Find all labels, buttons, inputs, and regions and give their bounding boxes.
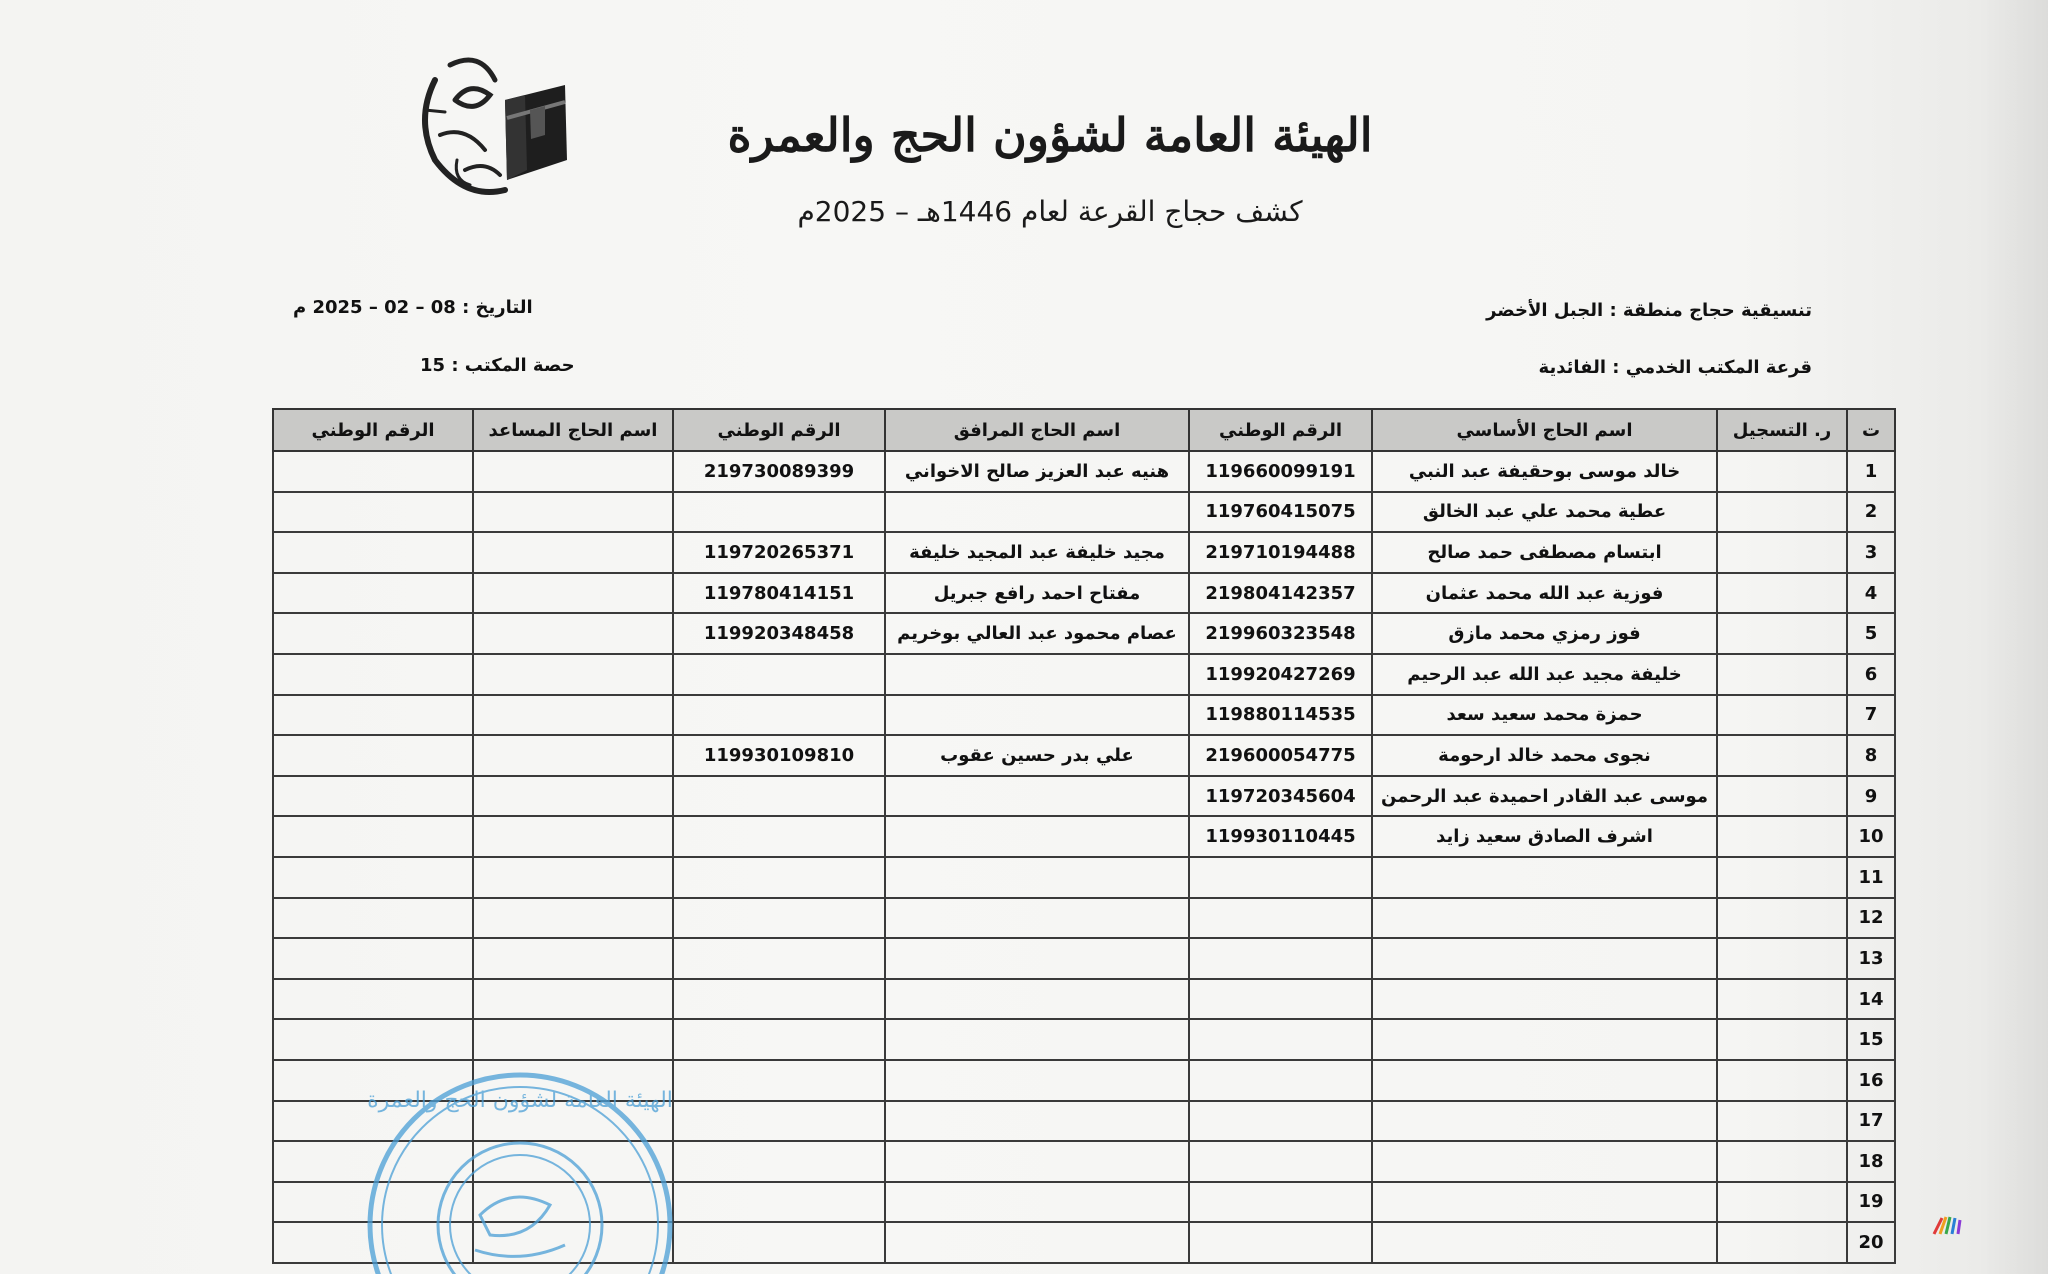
companion-name: مفتاح احمد رافع جبريل [885, 573, 1189, 614]
assistant-name [473, 532, 673, 573]
table-row [273, 613, 1895, 654]
table-row [273, 979, 1895, 1020]
registration-number [1717, 1141, 1847, 1182]
col-registration-header: ر. التسجيل [1717, 409, 1847, 451]
registration-number [1717, 1019, 1847, 1060]
table-row [273, 857, 1895, 898]
primary-national-id [1189, 1060, 1372, 1101]
companion-national-id [673, 1222, 885, 1263]
companion-name [885, 979, 1189, 1020]
primary-pilgrim-name: موسى عبد القادر احميدة عبد الرحمن [1372, 776, 1717, 817]
primary-national-id: 119660099191 [1189, 451, 1372, 492]
primary-national-id: 219710194488 [1189, 532, 1372, 573]
assistant-national-id [273, 573, 473, 614]
primary-pilgrim-name [1372, 1101, 1717, 1142]
companion-name [885, 492, 1189, 533]
assistant-national-id [273, 492, 473, 533]
registration-number [1717, 1182, 1847, 1223]
companion-national-id [673, 1182, 885, 1223]
table-row [273, 451, 1895, 492]
companion-name: علي بدر حسين عقوب [885, 735, 1189, 776]
primary-national-id: 119880114535 [1189, 695, 1372, 736]
assistant-name [473, 613, 673, 654]
assistant-national-id [273, 1019, 473, 1060]
companion-national-id [673, 938, 885, 979]
primary-national-id [1189, 1182, 1372, 1223]
primary-pilgrim-name [1372, 1060, 1717, 1101]
primary-pilgrim-name: فوزية عبد الله محمد عثمان [1372, 573, 1717, 614]
row-index: 18 [1847, 1141, 1895, 1182]
registration-number [1717, 695, 1847, 736]
companion-name [885, 654, 1189, 695]
row-index: 6 [1847, 654, 1895, 695]
primary-national-id [1189, 898, 1372, 939]
registration-number [1717, 857, 1847, 898]
companion-name [885, 695, 1189, 736]
assistant-name [473, 857, 673, 898]
assistant-national-id [273, 857, 473, 898]
row-index: 12 [1847, 898, 1895, 939]
table-row [273, 816, 1895, 857]
primary-national-id [1189, 1141, 1372, 1182]
assistant-name [473, 735, 673, 776]
office-lottery-label: قرعة المكتب الخدمي : الفائدية [1538, 357, 1812, 378]
primary-pilgrim-name: اشرف الصادق سعيد زايد [1372, 816, 1717, 857]
assistant-name [473, 573, 673, 614]
assistant-name [473, 776, 673, 817]
assistant-national-id [273, 816, 473, 857]
primary-pilgrim-name [1372, 1141, 1717, 1182]
companion-name: مجيد خليفة عبد المجيد خليفة [885, 532, 1189, 573]
primary-pilgrim-name: خالد موسى بوحقيفة عبد النبي [1372, 451, 1717, 492]
companion-national-id: 119920348458 [673, 613, 885, 654]
table-row [273, 573, 1895, 614]
row-index: 8 [1847, 735, 1895, 776]
primary-national-id [1189, 938, 1372, 979]
row-index: 14 [1847, 979, 1895, 1020]
companion-national-id [673, 492, 885, 533]
official-stamp-icon [360, 1065, 680, 1274]
assistant-national-id [273, 938, 473, 979]
primary-national-id [1189, 979, 1372, 1020]
primary-national-id [1189, 1019, 1372, 1060]
col-primary-name-header: اسم الحاج الأساسي [1372, 409, 1717, 451]
row-index: 20 [1847, 1222, 1895, 1263]
primary-pilgrim-name [1372, 938, 1717, 979]
assistant-national-id [273, 776, 473, 817]
row-index: 4 [1847, 573, 1895, 614]
companion-national-id: 119720265371 [673, 532, 885, 573]
table-header-row [273, 409, 1895, 451]
primary-national-id: 219804142357 [1189, 573, 1372, 614]
assistant-name [473, 492, 673, 533]
table-row [273, 1019, 1895, 1060]
assistant-name [473, 979, 673, 1020]
companion-national-id [673, 1019, 885, 1060]
primary-pilgrim-name: نجوى محمد خالد ارحومة [1372, 735, 1717, 776]
companion-name [885, 1222, 1189, 1263]
assistant-name [473, 938, 673, 979]
companion-national-id [673, 1141, 885, 1182]
date-label: التاريخ : 08 – 02 – 2025 م [293, 297, 533, 318]
assistant-national-id [273, 979, 473, 1020]
companion-national-id [673, 979, 885, 1020]
row-index: 7 [1847, 695, 1895, 736]
companion-name [885, 857, 1189, 898]
registration-number [1717, 492, 1847, 533]
assistant-name [473, 816, 673, 857]
primary-national-id [1189, 1222, 1372, 1263]
row-index: 1 [1847, 451, 1895, 492]
primary-pilgrim-name: عطية محمد علي عبد الخالق [1372, 492, 1717, 533]
companion-name [885, 776, 1189, 817]
stamp-text: الهيئة العامة لشؤون الحج والعمرة [367, 1088, 673, 1113]
row-index: 3 [1847, 532, 1895, 573]
registration-number [1717, 613, 1847, 654]
table-row [273, 695, 1895, 736]
primary-national-id [1189, 1101, 1372, 1142]
row-index: 11 [1847, 857, 1895, 898]
registration-number [1717, 979, 1847, 1020]
companion-national-id: 119930109810 [673, 735, 885, 776]
companion-national-id [673, 857, 885, 898]
page-edge-shadow [1978, 0, 2048, 1274]
col-assistant-id-header: الرقم الوطني [273, 409, 473, 451]
companion-name [885, 1101, 1189, 1142]
primary-national-id: 219600054775 [1189, 735, 1372, 776]
row-index: 15 [1847, 1019, 1895, 1060]
primary-pilgrim-name: فوز رمزي محمد مازق [1372, 613, 1717, 654]
primary-pilgrim-name [1372, 1222, 1717, 1263]
primary-pilgrim-name [1372, 1182, 1717, 1223]
registration-number [1717, 654, 1847, 695]
hajj-logo-icon [395, 40, 570, 215]
primary-national-id: 219960323548 [1189, 613, 1372, 654]
scanner-watermark-icon [1932, 1214, 1964, 1236]
col-primary-id-header: الرقم الوطني [1189, 409, 1372, 451]
table-row [273, 654, 1895, 695]
companion-name [885, 816, 1189, 857]
companion-name [885, 1182, 1189, 1223]
companion-name [885, 898, 1189, 939]
row-index: 9 [1847, 776, 1895, 817]
companion-national-id [673, 654, 885, 695]
table-row [273, 492, 1895, 533]
companion-national-id [673, 816, 885, 857]
registration-number [1717, 532, 1847, 573]
row-index: 5 [1847, 613, 1895, 654]
primary-pilgrim-name [1372, 898, 1717, 939]
assistant-national-id [273, 613, 473, 654]
row-index: 13 [1847, 938, 1895, 979]
registration-number [1717, 1222, 1847, 1263]
assistant-national-id [273, 451, 473, 492]
primary-pilgrim-name [1372, 857, 1717, 898]
page-title: الهيئة العامة لشؤون الحج والعمرة [727, 108, 1373, 162]
col-index-header: ت [1847, 409, 1895, 451]
primary-national-id [1189, 857, 1372, 898]
row-index: 10 [1847, 816, 1895, 857]
registration-number [1717, 735, 1847, 776]
col-assistant-name-header: اسم الحاج المساعد [473, 409, 673, 451]
primary-pilgrim-name [1372, 979, 1717, 1020]
companion-national-id [673, 776, 885, 817]
companion-name: هنيه عبد العزيز صالح الاخواني [885, 451, 1189, 492]
row-index: 2 [1847, 492, 1895, 533]
registration-number [1717, 1101, 1847, 1142]
companion-name [885, 1141, 1189, 1182]
primary-pilgrim-name [1372, 1019, 1717, 1060]
registration-number [1717, 938, 1847, 979]
companion-national-id [673, 1060, 885, 1101]
row-index: 19 [1847, 1182, 1895, 1223]
primary-pilgrim-name: حمزة محمد سعيد سعد [1372, 695, 1717, 736]
companion-national-id: 219730089399 [673, 451, 885, 492]
table-row [273, 735, 1895, 776]
table-row [273, 938, 1895, 979]
primary-national-id: 119760415075 [1189, 492, 1372, 533]
companion-name: عصام محمود عبد العالي بوخريم [885, 613, 1189, 654]
registration-number [1717, 898, 1847, 939]
companion-name [885, 1060, 1189, 1101]
assistant-name [473, 1019, 673, 1060]
office-share-label: حصة المكتب : 15 [420, 355, 575, 376]
table-row [273, 532, 1895, 573]
companion-name [885, 938, 1189, 979]
row-index: 17 [1847, 1101, 1895, 1142]
companion-national-id [673, 1101, 885, 1142]
primary-pilgrim-name: ابتسام مصطفى حمد صالح [1372, 532, 1717, 573]
companion-national-id: 119780414151 [673, 573, 885, 614]
primary-pilgrim-name: خليفة مجيد عبد الله عبد الرحيم [1372, 654, 1717, 695]
assistant-national-id [273, 735, 473, 776]
companion-national-id [673, 898, 885, 939]
assistant-name [473, 654, 673, 695]
primary-national-id: 119930110445 [1189, 816, 1372, 857]
col-companion-name-header: اسم الحاج المرافق [885, 409, 1189, 451]
registration-number [1717, 816, 1847, 857]
registration-number [1717, 451, 1847, 492]
registration-number [1717, 776, 1847, 817]
region-label: تنسيقية حجاج منطقة : الجبل الأخضر [1486, 300, 1812, 321]
assistant-name [473, 695, 673, 736]
assistant-name [473, 898, 673, 939]
page-subtitle: كشف حجاج القرعة لعام 1446هـ – 2025م [797, 195, 1303, 228]
registration-number [1717, 1060, 1847, 1101]
assistant-national-id [273, 654, 473, 695]
assistant-national-id [273, 898, 473, 939]
table-row [273, 898, 1895, 939]
primary-national-id: 119720345604 [1189, 776, 1372, 817]
row-index: 16 [1847, 1060, 1895, 1101]
assistant-name [473, 451, 673, 492]
assistant-national-id [273, 695, 473, 736]
assistant-national-id [273, 532, 473, 573]
companion-name [885, 1019, 1189, 1060]
registration-number [1717, 573, 1847, 614]
col-companion-id-header: الرقم الوطني [673, 409, 885, 451]
companion-national-id [673, 695, 885, 736]
table-row [273, 776, 1895, 817]
primary-national-id: 119920427269 [1189, 654, 1372, 695]
